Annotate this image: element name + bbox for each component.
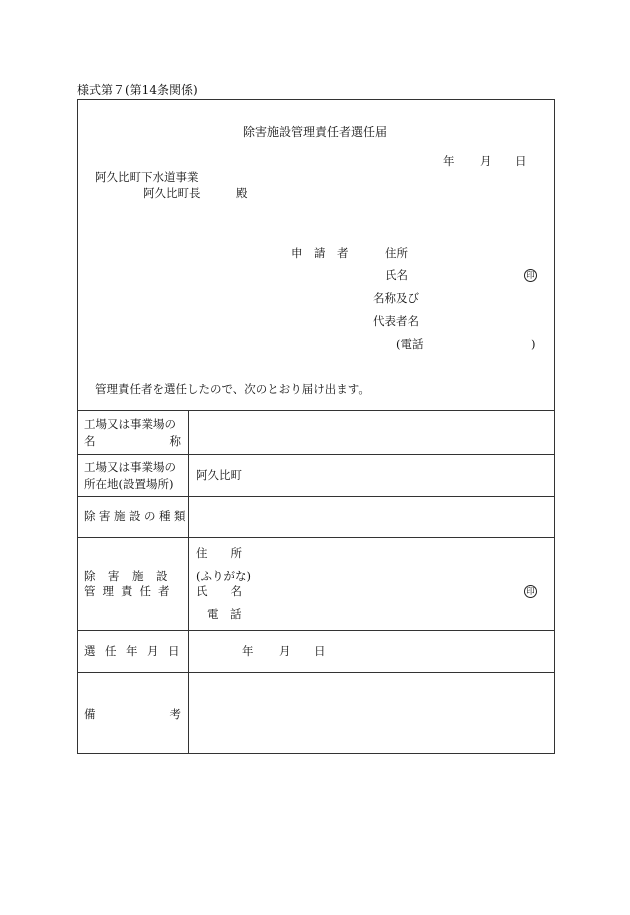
applicant-phone-close: )	[531, 337, 536, 351]
applicant-org-name-label: 名称及び	[373, 291, 419, 305]
form-number: 様式第７(第14条関係)	[77, 83, 198, 97]
recipient-honorific: 殿	[236, 186, 248, 200]
recipient-org: 阿久比町下水道事業	[95, 170, 199, 184]
row2-value: 阿久比町	[196, 468, 242, 482]
applicant-phone-open: (電話	[396, 337, 424, 351]
table-divider	[77, 537, 555, 538]
row4-label-line2: 管理責任者	[84, 584, 177, 598]
row2-label-line1: 工場又は事業場の	[84, 460, 176, 474]
row4-name-label: 氏 名	[196, 584, 242, 598]
row4-furigana-label: (ふりがな)	[196, 569, 251, 583]
row1-label-char-a: 名	[84, 434, 96, 448]
row1-label-char-b: 称	[169, 434, 181, 448]
applicant-name-label: 氏名	[385, 268, 408, 282]
row6-label-char-b: 考	[169, 707, 181, 721]
applicant-seal-icon: 印	[524, 269, 537, 282]
row2-label-line2: 所在地(設置場所)	[84, 477, 174, 491]
applicant-representative-label: 代表者名	[373, 314, 419, 328]
row4-phone-label: 電 話	[207, 607, 242, 621]
date-year: 年	[443, 154, 455, 168]
row5-day: 日	[314, 644, 326, 658]
date-month: 月	[480, 154, 492, 168]
table-divider	[77, 454, 555, 455]
applicant-address-label: 住所	[385, 246, 408, 260]
row1-label-line1: 工場又は事業場の	[84, 417, 176, 431]
table-divider	[77, 496, 555, 497]
table-divider	[77, 410, 555, 411]
row5-month: 月	[279, 644, 291, 658]
table-column-divider	[188, 410, 189, 754]
row4-seal-icon: 印	[524, 585, 537, 598]
row4-address-label: 住 所	[196, 546, 242, 560]
statement: 管理責任者を選任したので、次のとおり届け出ます。	[95, 382, 370, 396]
date-day: 日	[515, 154, 527, 168]
recipient-mayor: 阿久比町長	[143, 186, 201, 200]
row4-label-line1: 除害施設	[84, 569, 180, 583]
row6-label	[84, 709, 181, 721]
row1-label-line2	[84, 436, 181, 448]
form-title: 除害施設管理責任者選任届	[242, 125, 387, 139]
row5-year: 年	[242, 644, 254, 658]
row6-label-char-a: 備	[84, 707, 96, 721]
table-divider	[77, 630, 555, 631]
table-divider	[77, 672, 555, 673]
applicant-label: 申 請 者	[291, 246, 349, 260]
row3-label: 除害施設の種類	[84, 509, 189, 523]
row5-label: 選任年月日	[84, 644, 189, 658]
